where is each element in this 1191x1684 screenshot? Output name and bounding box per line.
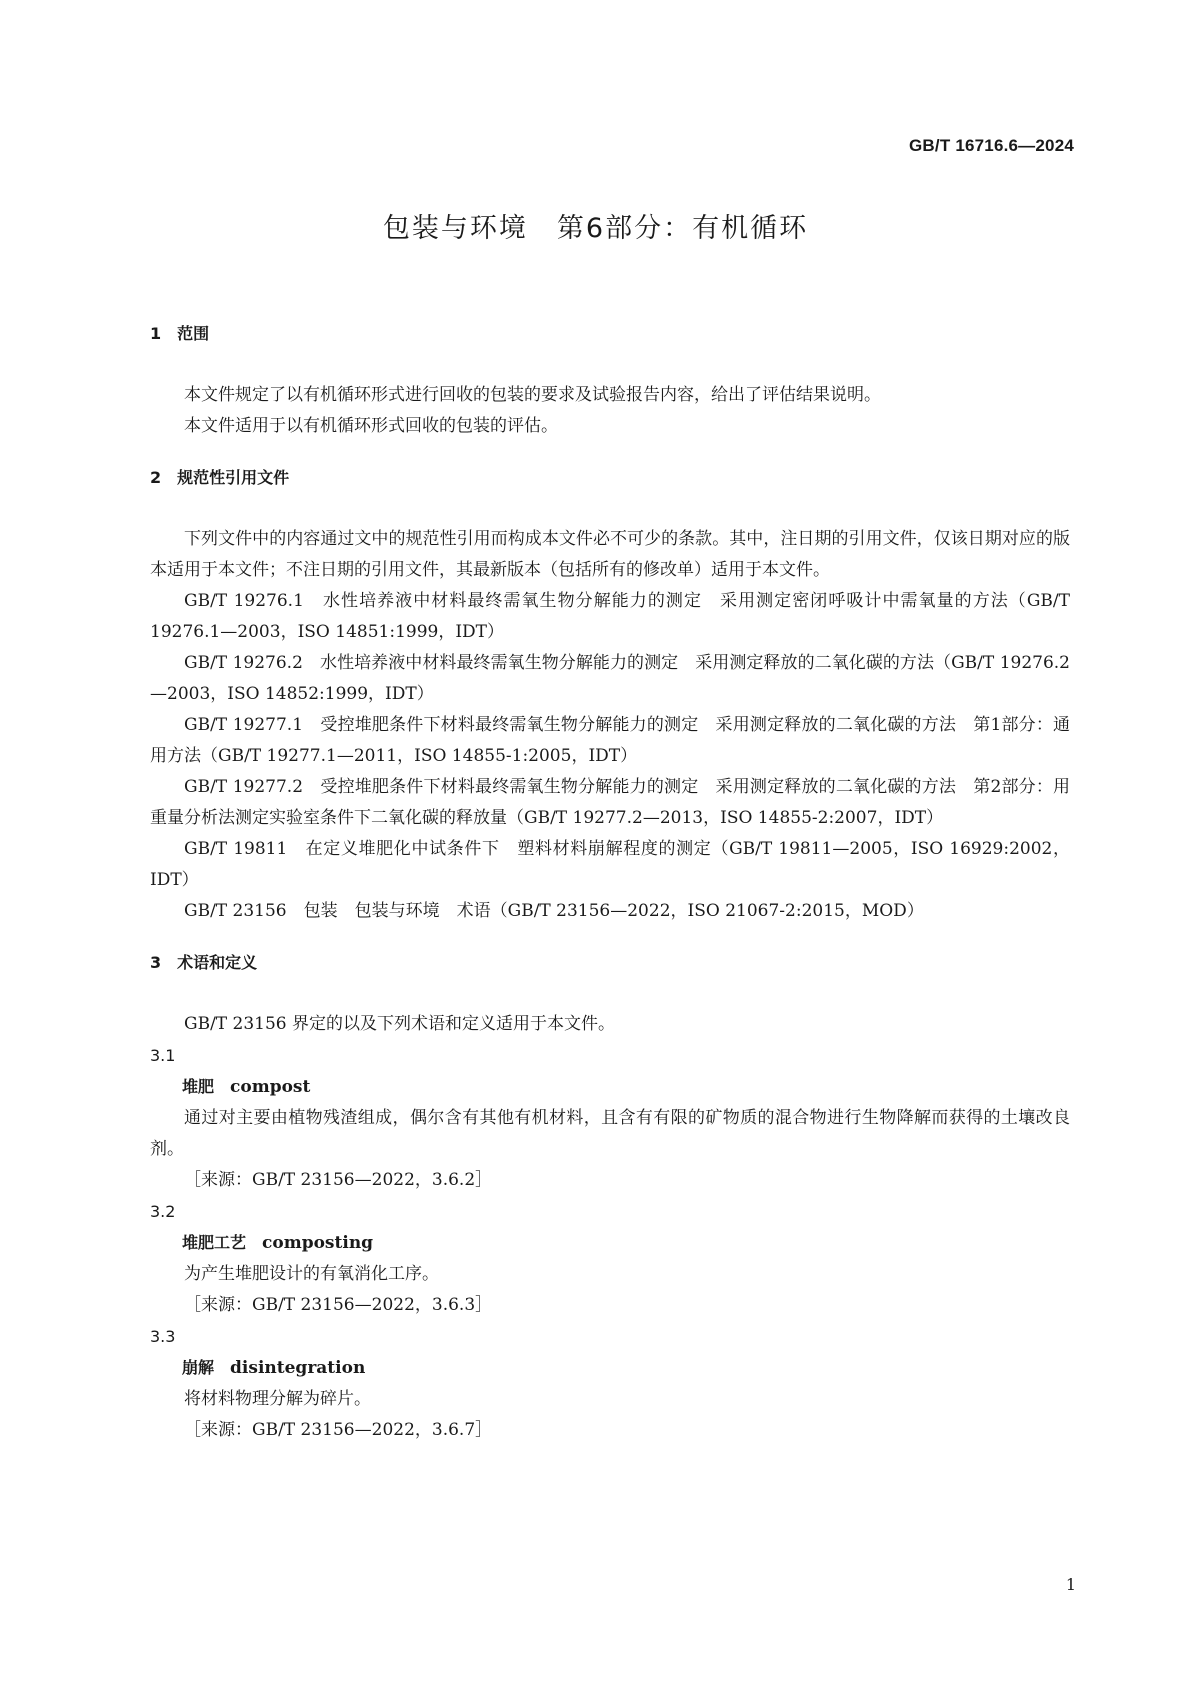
term-name-zh: 堆肥 <box>182 1077 215 1096</box>
term-name-zh: 崩解 <box>182 1358 215 1377</box>
term-definition: 将材料物理分解为碎片。 <box>184 1389 371 1409</box>
section-2-heading: 2 规范性引用文件 <box>150 468 290 487</box>
term-entry <box>150 1321 1070 1446</box>
document-title: 包装与环境 第6部分：有机循环 <box>382 213 809 244</box>
section-3-heading: 3 术语和定义 <box>150 953 258 972</box>
section-3-intro: GB/T 23156 界定的以及下列术语和定义适用于本文件。 <box>184 1014 616 1034</box>
term-name-zh: 堆肥工艺 <box>182 1233 247 1252</box>
section-1-heading: 1 范围 <box>150 324 210 343</box>
document-body <box>150 318 1076 1446</box>
term-source: ［来源：GB/T 23156—2022，3.6.2］ <box>184 1170 493 1190</box>
term-name-en: composting <box>262 1233 374 1253</box>
normative-reference: GB/T 19277.1 受控堆肥条件下材料最终需氧生物分解能力的测定 采用测定释放的二氧化碳的方法 第1部分：通用方法（GB/T 19277.1—2011，ISO 14855-1:2005，IDT） <box>150 715 1070 766</box>
page-number: 1 <box>1065 1575 1076 1594</box>
normative-reference: GB/T 19276.1 水性培养液中材料最终需氧生物分解能力的测定 采用测定密闭呼吸计中需氧量的方法（GB/T 19276.1—2003，ISO 14851:1999，IDT） <box>150 591 1076 642</box>
term-number: 3.3 <box>150 1327 176 1346</box>
term-entry <box>150 1040 1070 1196</box>
normative-reference: GB/T 23156 包装 包装与环境 术语（GB/T 23156—2022，ISO 21067-2:2015，MOD） <box>184 901 924 921</box>
term-name <box>150 1352 1070 1384</box>
standard-code: GB/T 16716.6—2024 <box>909 136 1074 155</box>
term-name <box>150 1071 1070 1103</box>
term-number: 3.2 <box>150 1202 176 1221</box>
normative-reference: GB/T 19276.2 水性培养液中材料最终需氧生物分解能力的测定 采用测定释放的二氧化碳的方法（GB/T 19276.2—2003，ISO 14852:1999，IDT） <box>150 653 1070 704</box>
term-entry <box>150 1196 1070 1321</box>
term-source: ［来源：GB/T 23156—2022，3.6.7］ <box>184 1420 493 1440</box>
term-name-en: compost <box>230 1077 311 1097</box>
term-definition: 通过对主要由植物残渣组成，偶尔含有其他有机材料，且含有有限的矿物质的混合物进行生物降解而获得的土壤改良剂。 <box>150 1108 1070 1159</box>
section-2-intro: 下列文件中的内容通过文中的规范性引用而构成本文件必不可少的条款。其中，注日期的引用文件，仅该日期对应的版本适用于本文件；不注日期的引用文件，其最新版本（包括所有的修改单）适用于本文件。 <box>150 529 1070 580</box>
normative-reference: GB/T 19811 在定义堆肥化中试条件下 塑料材料崩解程度的测定（GB/T 19811—2005，ISO 16929:2002，IDT） <box>150 839 1070 890</box>
term-name <box>150 1227 1070 1259</box>
term-source: ［来源：GB/T 23156—2022，3.6.3］ <box>184 1295 493 1315</box>
term-definition: 为产生堆肥设计的有氧消化工序。 <box>184 1264 439 1284</box>
normative-reference: GB/T 19277.2 受控堆肥条件下材料最终需氧生物分解能力的测定 采用测定释放的二氧化碳的方法 第2部分：用重量分析法测定实验室条件下二氧化碳的释放量（GB/T 19277.2—2013，ISO 14855-2:2007，IDT） <box>150 777 1070 828</box>
term-name-en: disintegration <box>230 1358 366 1378</box>
section-1-para-2: 本文件适用于以有机循环形式回收的包装的评估。 <box>184 416 558 436</box>
term-number: 3.1 <box>150 1046 176 1065</box>
section-1-para-1: 本文件规定了以有机循环形式进行回收的包装的要求及试验报告内容，给出了评估结果说明。 <box>184 385 881 405</box>
